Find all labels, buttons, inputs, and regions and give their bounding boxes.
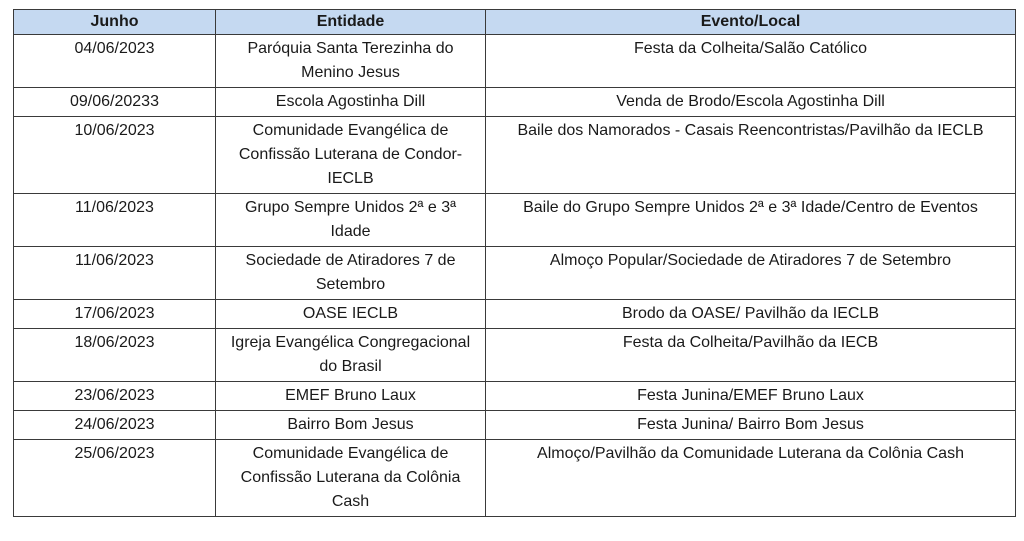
date-cell: 09/06/20233 — [14, 88, 216, 117]
table-row — [14, 247, 1016, 300]
entity-cell: Comunidade Evangélica de Confissão Luterana da Colônia Cash — [216, 440, 486, 517]
column-header-event-location: Evento/Local — [486, 10, 1016, 35]
date-cell: 25/06/2023 — [14, 440, 216, 517]
table-row — [14, 411, 1016, 440]
date-cell: 04/06/2023 — [14, 35, 216, 88]
entity-cell: Igreja Evangélica Congregacional do Brasil — [216, 329, 486, 382]
entity-cell: Bairro Bom Jesus — [216, 411, 486, 440]
event-cell: Venda de Brodo/Escola Agostinha Dill — [486, 88, 1016, 117]
table-row — [14, 194, 1016, 247]
events-table — [13, 9, 1016, 517]
column-header-entity: Entidade — [216, 10, 486, 35]
event-cell: Festa da Colheita/Pavilhão da IECB — [486, 329, 1016, 382]
entity-cell: OASE IECLB — [216, 300, 486, 329]
event-cell: Baile dos Namorados - Casais Reencontristas/Pavilhão da IECLB — [486, 117, 1016, 194]
table-row — [14, 88, 1016, 117]
event-cell: Festa Junina/ Bairro Bom Jesus — [486, 411, 1016, 440]
event-cell: Brodo da OASE/ Pavilhão da IECLB — [486, 300, 1016, 329]
table-row — [14, 382, 1016, 411]
event-cell: Baile do Grupo Sempre Unidos 2ª e 3ª Idade/Centro de Eventos — [486, 194, 1016, 247]
table-row — [14, 35, 1016, 88]
date-cell: 23/06/2023 — [14, 382, 216, 411]
entity-cell: EMEF Bruno Laux — [216, 382, 486, 411]
entity-cell: Grupo Sempre Unidos 2ª e 3ª Idade — [216, 194, 486, 247]
date-cell: 11/06/2023 — [14, 194, 216, 247]
table-row — [14, 329, 1016, 382]
entity-cell: Sociedade de Atiradores 7 de Setembro — [216, 247, 486, 300]
event-cell: Almoço/Pavilhão da Comunidade Luterana da Colônia Cash — [486, 440, 1016, 517]
table-row — [14, 440, 1016, 517]
entity-cell: Paróquia Santa Terezinha do Menino Jesus — [216, 35, 486, 88]
date-cell: 18/06/2023 — [14, 329, 216, 382]
table-header-row — [14, 10, 1016, 35]
table-row — [14, 117, 1016, 194]
event-cell: Festa Junina/EMEF Bruno Laux — [486, 382, 1016, 411]
entity-cell: Comunidade Evangélica de Confissão Luterana de Condor-IECLB — [216, 117, 486, 194]
date-cell: 11/06/2023 — [14, 247, 216, 300]
entity-cell: Escola Agostinha Dill — [216, 88, 486, 117]
date-cell: 17/06/2023 — [14, 300, 216, 329]
date-cell: 24/06/2023 — [14, 411, 216, 440]
event-cell: Almoço Popular/Sociedade de Atiradores 7 de Setembro — [486, 247, 1016, 300]
column-header-month: Junho — [14, 10, 216, 35]
table-row — [14, 300, 1016, 329]
date-cell: 10/06/2023 — [14, 117, 216, 194]
event-cell: Festa da Colheita/Salão Católico — [486, 35, 1016, 88]
